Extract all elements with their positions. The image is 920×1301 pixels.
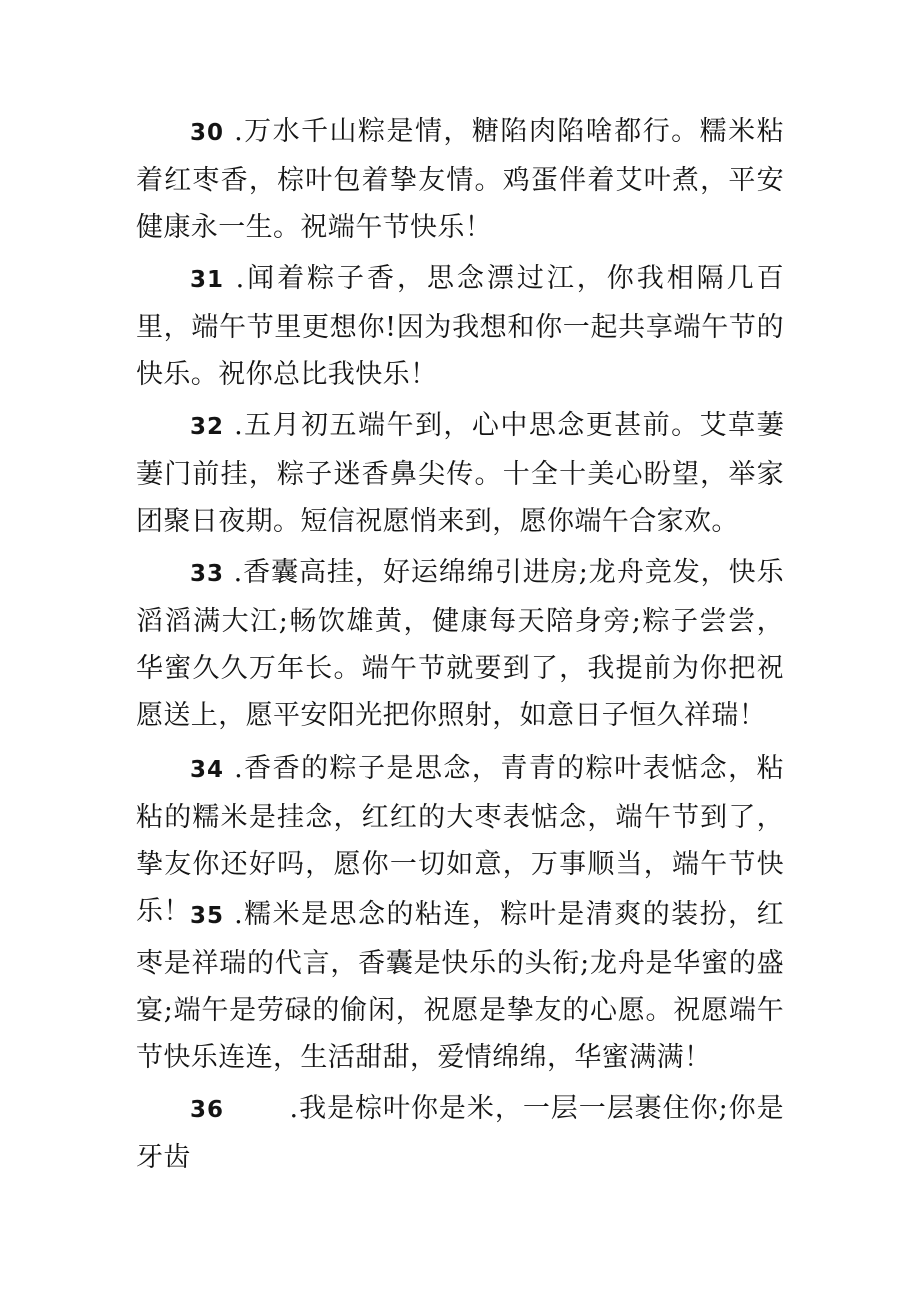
item-separator: . [224, 753, 244, 784]
item-separator: . [224, 263, 245, 294]
greeting-item-31 [136, 255, 784, 398]
item-separator: . [224, 557, 243, 588]
item-number: 34 [190, 757, 225, 783]
greeting-item-36 [136, 1085, 784, 1181]
item-separator: . [224, 899, 244, 930]
item-text: 我是棕叶你是米，一层一层裹住你;你是牙齿 [136, 1093, 784, 1173]
item-separator: . [224, 410, 244, 441]
item-separator: . [280, 1093, 299, 1124]
item-number: 31 [190, 267, 225, 293]
item-number: 32 [190, 414, 225, 440]
item-text: 糯米是思念的粘连，粽叶是清爽的装扮，红枣是祥瑞的代言，香囊是快乐的头衔;龙舟是华蜜的盛宴;端午是劳碌的偷闲，祝愿是挚友的心愿。祝愿端午节快乐连连，生活甜甜，爱情绵绵，华蜜满满！ [136, 899, 784, 1073]
item-separator: . [224, 116, 244, 147]
greeting-item-35 [136, 891, 784, 1081]
item-number: 35 [190, 903, 225, 929]
item-number: 30 [190, 120, 225, 146]
item-text: 香囊高挂，好运绵绵引进房;龙舟竞发，快乐滔滔满大江;畅饮雄黄，健康每天陪身旁;粽子尝尝，华蜜久久万年长。端午节就要到了，我提前为你把祝愿送上，愿平安阳光把你照射，如意日子恒久祥瑞！ [136, 557, 784, 731]
item-number: 36 [190, 1097, 225, 1123]
greeting-item-33 [136, 549, 784, 739]
item-number: 33 [190, 561, 225, 587]
item-text: 闻着粽子香，思念漂过江，你我相隔几百里，端午节里更想你!因为我想和你一起共享端午节的快乐。祝你总比我快乐！ [136, 263, 785, 390]
greeting-item-30 [136, 108, 784, 251]
item-text: 万水千山粽是情，糖陷肉陷啥都行。糯米粘着红枣香，棕叶包着挚友情。鸡蛋伴着艾叶煮，平安健康永一生。祝端午节快乐！ [136, 116, 784, 243]
greeting-item-32 [136, 402, 784, 545]
item-text: 五月初五端午到，心中思念更甚前。艾草萋萋门前挂，粽子迷香鼻尖传。十全十美心盼望，举家团聚日夜期。短信祝愿悄来到，愿你端午合家欢。 [136, 410, 784, 537]
item-text: 香香的粽子是思念，青青的粽叶表惦念，粘粘的糯米是挂念，红红的大枣表惦念，端午节到了，挚友你还好吗，愿你一切如意，万事顺当，端午节快乐！ [136, 753, 784, 927]
